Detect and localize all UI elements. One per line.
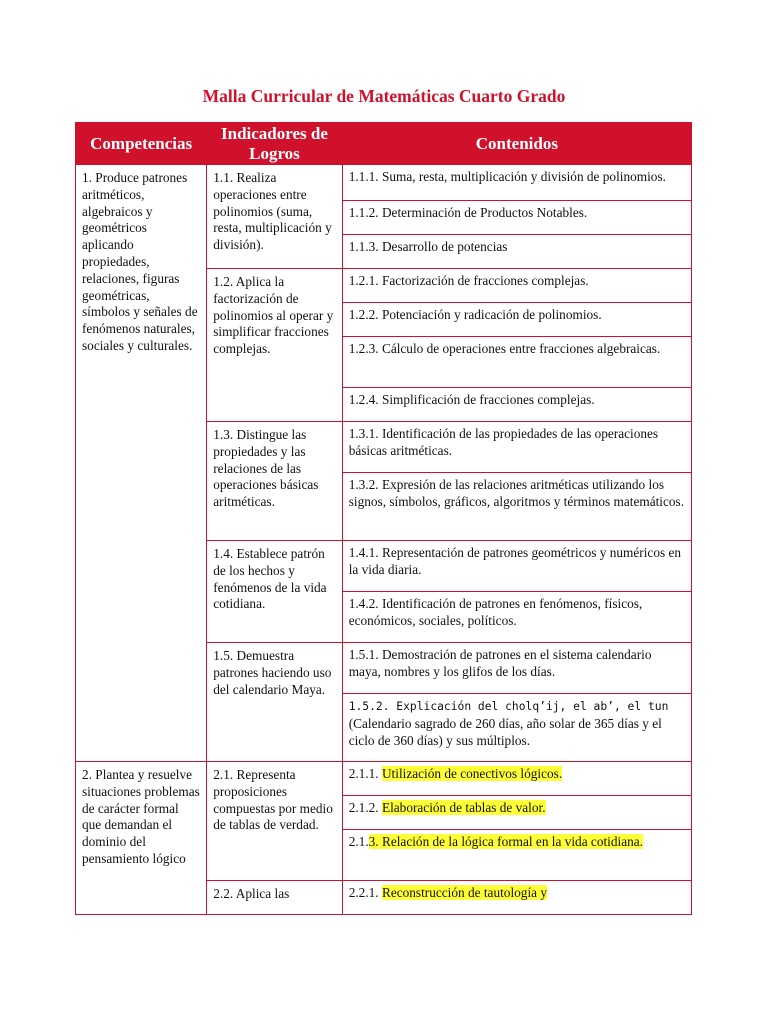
indicador-1-2: 1.2. Aplica la factorización de polinomios al operar y simplificar fracciones complejas. bbox=[207, 269, 342, 422]
contenido-2-1-2-text: Elaboración de tablas de valor. bbox=[381, 800, 546, 815]
contenido-1-3-1: 1.3.1. Identificación de las propiedades de las operaciones básicas aritméticas. bbox=[342, 422, 691, 473]
contenido-1-1-1: 1.1.1. Suma, resta, multiplicación y división de polinomios. bbox=[342, 165, 691, 201]
indicador-1-4: 1.4. Establece patrón de los hechos y fenómenos de la vida cotidiana. bbox=[207, 541, 342, 643]
contenido-2-1-2-num: 2.1.2. bbox=[348, 800, 382, 815]
contenido-1-5-2-lead: 1.5.2. Explicación del cholq’ij, el ab’, el tun bbox=[348, 700, 669, 713]
contenido-1-4-2: 1.4.2. Identificación de patrones en fenómenos, físicos, económicos, sociales, políticos. bbox=[342, 592, 691, 643]
contenido-2-1-3-num: 2.1. bbox=[348, 834, 369, 849]
header-contenidos: Contenidos bbox=[342, 123, 691, 165]
contenido-1-5-1: 1.5.1. Demostración de patrones en el sistema calendario maya, nombres y los glifos de los días. bbox=[342, 643, 691, 694]
competencia-2: 2. Plantea y resuelve situaciones problemas de carácter formal que demandan el dominio del pensamiento lógico bbox=[76, 762, 207, 915]
header-indicadores: Indicadores de Logros bbox=[207, 123, 342, 165]
indicador-2-1: 2.1. Representa proposiciones compuestas por medio de tablas de verdad. bbox=[207, 762, 342, 881]
contenido-1-2-2: 1.2.2. Potenciación y radicación de polinomios. bbox=[342, 303, 691, 337]
competencia-1: 1. Produce patrones aritméticos, algebraicos y geométricos aplicando propiedades, relaciones, figuras geométricas, símbolos y señales de fenómenos naturales, sociales y culturales. bbox=[76, 165, 207, 762]
contenido-2-2-1-num: 2.2.1. bbox=[348, 885, 382, 900]
contenido-1-1-2: 1.1.2. Determinación de Productos Notables. bbox=[342, 201, 691, 235]
contenido-2-1-1-text: Utilización de conectivos lógicos. bbox=[381, 766, 563, 781]
contenido-1-2-4: 1.2.4. Simplificación de fracciones complejas. bbox=[342, 388, 691, 422]
contenido-1-1-3: 1.1.3. Desarrollo de potencias bbox=[342, 235, 691, 269]
contenido-2-1-3-text: 3. Relación de la lógica formal en la vida cotidiana. bbox=[368, 834, 643, 849]
header-row bbox=[76, 123, 692, 165]
contenido-1-4-1: 1.4.1. Representación de patrones geométricos y numéricos en la vida diaria. bbox=[342, 541, 691, 592]
contenido-1-3-2: 1.3.2. Expresión de las relaciones aritméticas utilizando los signos, símbolos, gráficos, algoritmos y términos matemáticos. bbox=[342, 473, 691, 541]
indicador-2-2: 2.2. Aplica las bbox=[207, 881, 342, 915]
contenido-2-1-3 bbox=[342, 830, 691, 881]
contenido-2-1-1-num: 2.1.1. bbox=[348, 766, 382, 781]
indicador-1-5: 1.5. Demuestra patrones haciendo uso del calendario Maya. bbox=[207, 643, 342, 762]
contenido-2-2-1-text: Reconstrucción de tautología y bbox=[381, 885, 548, 900]
curriculum-table bbox=[75, 122, 692, 915]
indicador-1-1: 1.1. Realiza operaciones entre polinomios (suma, resta, multiplicación y división). bbox=[207, 165, 342, 269]
contenido-2-1-2 bbox=[342, 796, 691, 830]
contenido-1-5-2-rest: (Calendario sagrado de 260 días, año solar de 365 días y el ciclo de 360 días) y sus múltiplos. bbox=[348, 715, 662, 748]
contenido-2-2-1 bbox=[342, 881, 691, 915]
contenido-1-5-2 bbox=[342, 694, 691, 762]
contenido-2-1-1 bbox=[342, 762, 691, 796]
document-title: Malla Curricular de Matemáticas Cuarto Grado bbox=[202, 86, 566, 106]
header-competencias: Competencias bbox=[76, 123, 207, 165]
contenido-1-2-1: 1.2.1. Factorización de fracciones complejas. bbox=[342, 269, 691, 303]
indicador-1-3: 1.3. Distingue las propiedades y las relaciones de las operaciones básicas aritméticas. bbox=[207, 422, 342, 541]
contenido-1-2-3: 1.2.3. Cálculo de operaciones entre fracciones algebraicas. bbox=[342, 337, 691, 388]
